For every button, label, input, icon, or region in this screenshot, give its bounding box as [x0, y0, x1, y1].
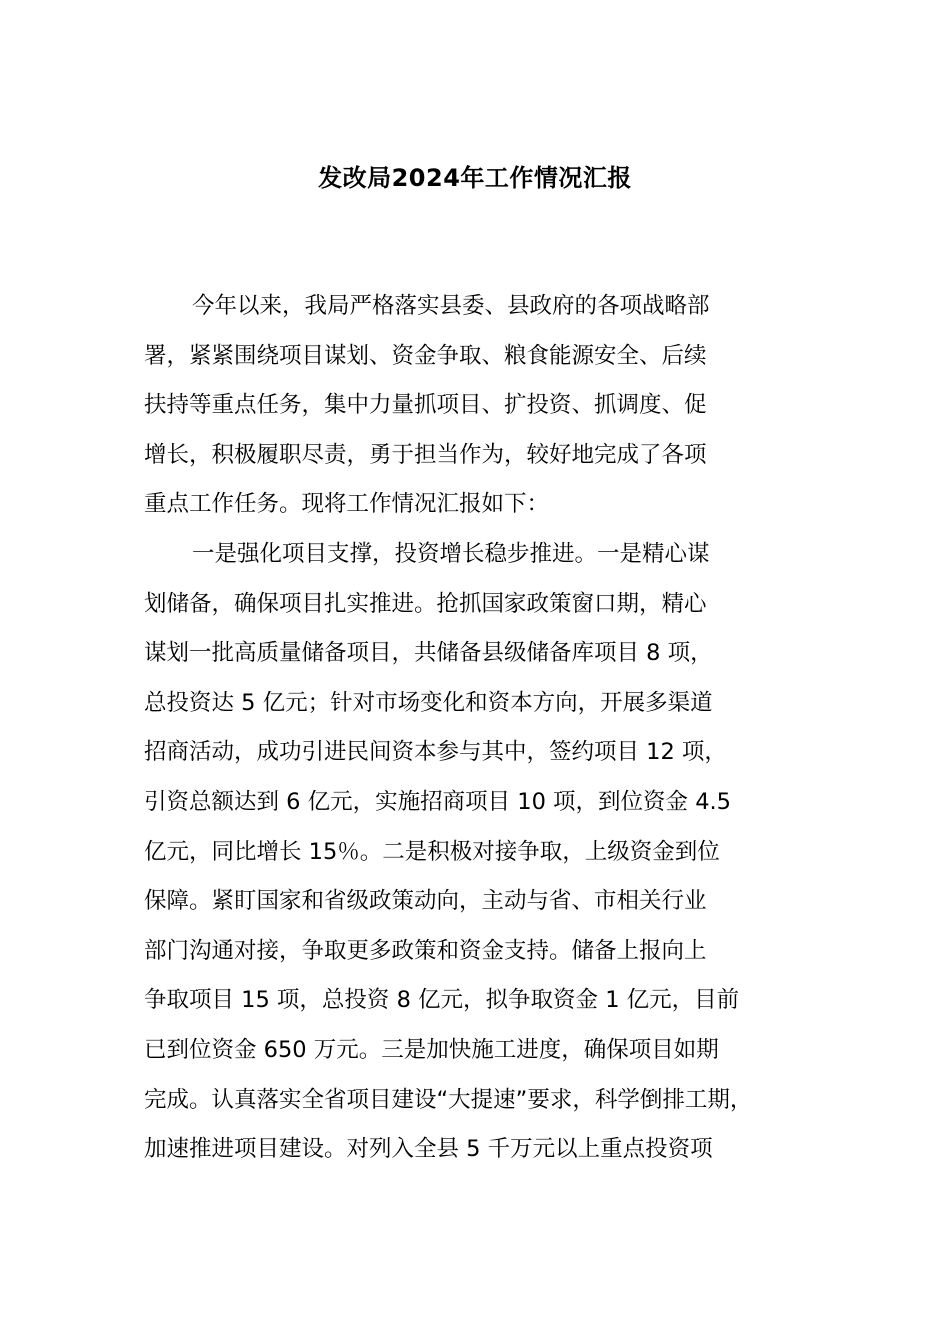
paragraph-2-line-2: 划储备，确保项目扎实推进。抢抓国家政策窗口期，精心	[144, 590, 707, 617]
paragraph-1-line-3: 扶持等重点任务，集中力量抓项目、扩投资、抓调度、促	[144, 392, 707, 419]
paragraph-2-line-6: 引资总额达到 6 亿元，实施招商项目 10 项，到位资金 4.5	[144, 788, 731, 815]
document-body	[144, 282, 824, 1175]
paragraph-1-line-5: 重点工作任务。现将工作情况汇报如下：	[144, 491, 550, 518]
paragraph-2-line-4: 总投资达 5 亿元；针对市场变化和资本方向，开展多渠道	[144, 689, 713, 716]
paragraph-2-line-13: 加速推进项目建设。对列入全县 5 千万元以上重点投资项	[144, 1136, 713, 1163]
paragraph-1-line-1: 今年以来，我局严格落实县委、县政府的各项战略部	[192, 293, 710, 319]
paragraph-2-line-3: 谋划一批高质量储备项目，共储备县级储备库项目 8 项，	[144, 640, 713, 667]
paragraph-2-line-9: 部门沟通对接，争取更多政策和资金支持。储备上报向上	[144, 937, 707, 964]
paragraph-2-line-5: 招商活动，成功引进民间资本参与其中，签约项目 12 项，	[144, 739, 727, 766]
paragraph-1-line-2: 署，紧紧围绕项目谋划、资金争取、粮食能源安全、后续	[144, 342, 707, 369]
paragraph-2-line-7: 亿元，同比增长 15％。二是积极对接争取，上级资金到位	[144, 838, 720, 865]
paragraph-1-line-4: 增长，积极履职尽责，勇于担当作为，较好地完成了各项	[144, 441, 707, 468]
paragraph-2-line-8: 保障。紧盯国家和省级政策动向，主动与省、市相关行业	[144, 888, 707, 915]
paragraph-2-line-12: 完成。认真落实全省项目建设“大提速”要求，科学倒排工期，	[144, 1086, 753, 1113]
paragraph-2-line-11: 已到位资金 650 万元。三是加快施工进度，确保项目如期	[144, 1036, 719, 1063]
document-title: 发改局2024年工作情况汇报	[318, 164, 632, 192]
paragraph-2-line-1: 一是强化项目支撑，投资增长稳步推进。一是精心谋	[192, 540, 710, 567]
paragraph-2-line-10: 争取项目 15 项，总投资 8 亿元，拟争取资金 1 亿元，目前	[144, 987, 740, 1014]
